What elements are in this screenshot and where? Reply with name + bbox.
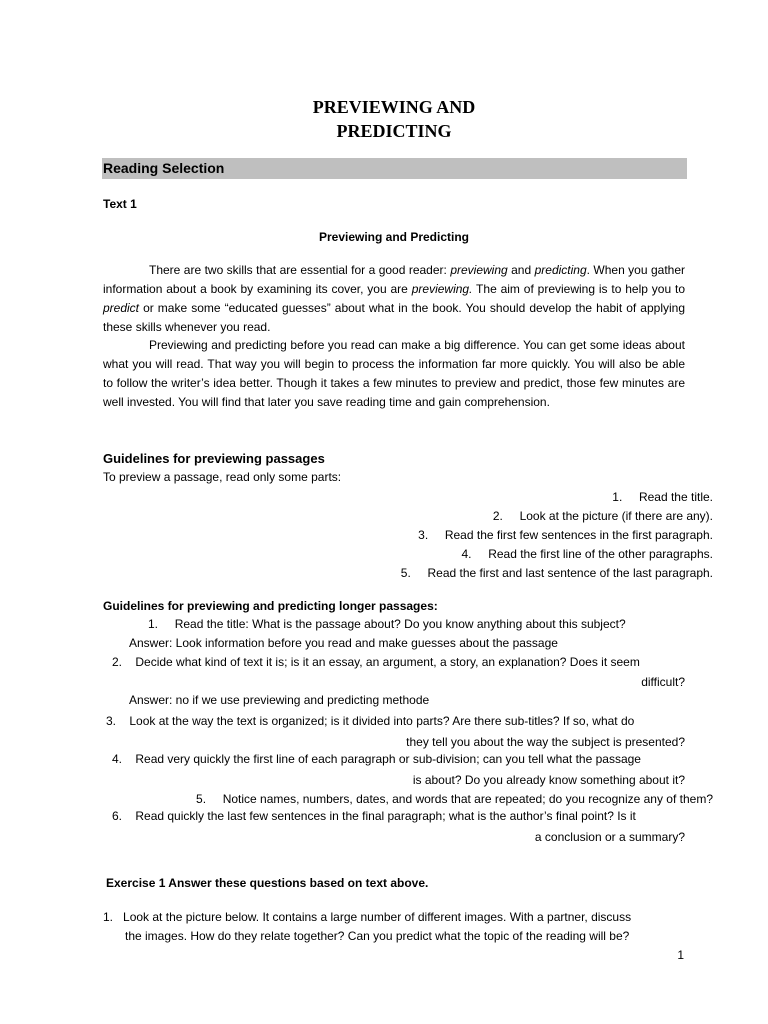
- item-text: Look at the picture (if there are any).: [519, 509, 713, 523]
- item-number: 1.: [612, 490, 623, 504]
- g2-item-1: [148, 617, 626, 631]
- p1-text-d: The aim of previewing is to help you to: [472, 282, 685, 296]
- doc-title-line1: PREVIEWING AND: [312, 97, 476, 117]
- paragraph-2: [103, 336, 685, 412]
- guidelines-1-item: [493, 507, 713, 526]
- g2-item-2-cont: difficult?: [641, 675, 685, 689]
- paragraph-1: [103, 261, 685, 337]
- guidelines-1-item: [612, 488, 713, 507]
- p1-text-e: or make some “educated guesses” about what in the book. You should develop the habit of applying these skills whenever you read.: [103, 301, 685, 334]
- item-text: Look at the picture below. It contains a large number of different images. With a partner, discuss: [123, 910, 632, 924]
- item-number: 3.: [106, 714, 117, 728]
- g2-item-6-cont: a conclusion or a summary?: [534, 830, 685, 844]
- doc-title-line2: PREDICTING: [336, 121, 452, 141]
- p1-text-b: and: [507, 263, 535, 277]
- item-text: Notice names, numbers, dates, and words that are repeated; do you recognize any of them?: [222, 792, 713, 806]
- g2-answer-2: Answer: no if we use previewing and predicting methode: [129, 693, 430, 707]
- guidelines-1-heading: Guidelines for previewing passages: [103, 451, 325, 466]
- g2-item-6: [112, 809, 636, 823]
- p1-em-predicting: predicting: [534, 263, 587, 277]
- item-text: Look at the way the text is organized; is it divided into parts? Are there sub-titles? If so, what do: [129, 714, 635, 728]
- item-text: Read the first and last sentence of the last paragraph.: [427, 566, 713, 580]
- guidelines-1-intro: To preview a passage, read only some parts:: [103, 470, 342, 484]
- guidelines-2-heading: Guidelines for previewing and predicting longer passages:: [103, 599, 438, 613]
- item-text: Read the first few sentences in the first paragraph.: [444, 528, 713, 542]
- section-heading: Reading Selection: [103, 160, 225, 176]
- item-number: 1.: [148, 617, 159, 631]
- g2-item-3: [106, 714, 634, 728]
- text-label: Text 1: [103, 197, 137, 211]
- item-text: Read the title.: [638, 490, 713, 504]
- p1-text-a: There are two skills that are essential for a good reader:: [149, 263, 451, 277]
- item-number: 2.: [492, 509, 503, 523]
- g2-item-3-cont: they tell you about the way the subject is presented?: [406, 735, 685, 749]
- item-number: 3.: [418, 528, 429, 542]
- guidelines-1-item: [401, 564, 713, 583]
- item-number: 4.: [112, 752, 123, 766]
- exercise-heading: Exercise 1 Answer these questions based on text above.: [106, 876, 429, 890]
- item-number: 5.: [400, 566, 411, 580]
- p1-em-previewing: previewing: [450, 263, 508, 277]
- item-text: Decide what kind of text it is; is it an essay, an argument, a story, an explanation? Does it seem: [135, 655, 640, 669]
- item-text: Read quickly the last few sentences in the final paragraph; what is the author’s final point? Is it: [135, 809, 636, 823]
- p2-text: Previewing and predicting before you read can make a big difference. You can get some ideas about what you will read. That way you will begin to process the information far more quickly. You will also be able to follow the writer’s idea better. Though it takes a few minutes to preview and predict, those few minutes are well invested. You will find that later you save reading time and gain comprehension.: [103, 338, 685, 409]
- reading-subtitle: Previewing and Predicting: [318, 230, 470, 244]
- item-number: 4.: [461, 547, 472, 561]
- exercise-item-1-cont: the images. How do they relate together? Can you predict what the topic of the reading will be?: [125, 929, 630, 943]
- section-heading-bar: [102, 158, 687, 179]
- p1-em-previewing-2: previewing.: [411, 282, 473, 296]
- g2-item-4: [112, 752, 641, 766]
- exercise-item-1: [103, 910, 631, 924]
- item-number: 2.: [112, 655, 123, 669]
- item-number: 5.: [196, 792, 207, 806]
- item-number: 1.: [103, 910, 114, 924]
- item-number: 6.: [112, 809, 123, 823]
- guidelines-1-item: [418, 526, 713, 545]
- item-text: Read the first line of the other paragraphs.: [488, 547, 713, 561]
- item-text: Read very quickly the first line of each paragraph or sub-division; can you tell what the passage: [135, 752, 641, 766]
- g2-item-4-cont: is about? Do you already know something about it?: [412, 773, 685, 787]
- g2-item-5: [196, 790, 713, 809]
- item-text: Read the title: What is the passage about? Do you know anything about this subject?: [174, 617, 626, 631]
- g2-item-2: [112, 655, 640, 669]
- page-number: 1: [677, 948, 684, 962]
- g2-answer-1: Answer: Look information before you read and make guesses about the passage: [129, 636, 558, 650]
- p1-em-predict: predict: [103, 301, 140, 315]
- guidelines-1-item: [462, 545, 714, 564]
- p1-text-c: . When you gather information about a book by examining its cover, you are: [103, 263, 685, 296]
